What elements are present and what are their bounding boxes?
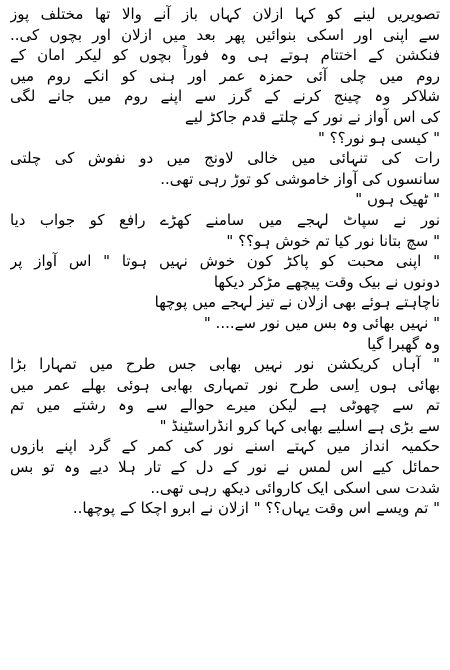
dialogue-line: " ٹھیک ہوں " [355, 190, 440, 209]
dialogue-line: " آہاں کریکشن نور نہیں بھابی جس طرح میں تمہارا بڑا [10, 355, 440, 374]
text-line: ناچاہتے ہوئے بھی ازلان نے تیز لہجے میں پوچھا [154, 293, 440, 312]
dialogue-line: " اپنی محبت کو پاکڑ کون خوش نہیں ہوتا " اس آواز پر [10, 252, 440, 271]
text-line: حکمیہ انداز میں کہتے اسنے نور کی کمر کے گرد اپنے بازوں [10, 437, 440, 456]
text-line: سانسوں کی آواز خاموشی کو توڑ رہی تھی.. [160, 169, 440, 188]
text-line: تم سے چھوٹی ہے لیکن میرے حوالے سے وہ رشتے میں تم [10, 396, 440, 415]
dialogue-line: " سچ بتانا نور کیا تم خوش ہو؟؟ " [226, 231, 440, 250]
text-line: تصویریں لینے کو کہا ازلان کہاں باز آنے والا تھا مختلف پوز [10, 5, 440, 23]
text-line: فنکشن کے اختتام ہوتے ہی وہ فوراً بچوں کو لیکر امان کے [10, 46, 440, 65]
text-line: دونوں نے بیک وقت پیچھے مڑکر دیکھا [213, 272, 440, 291]
text-line: شدت سی اسکی ایک کاروائی دیکھ رہی تھی.. [150, 478, 440, 497]
text-line: کی اس آواز نے نور کے چلتے قدم جاکڑ لیے [185, 107, 440, 126]
text-line: حمائل کیے اس لمس نے نور کے دل کے تار ہلا دیے وہ تو بس [10, 458, 440, 477]
dialogue-line: " نہیں بھائی وہ بس میں نور سے.... " [203, 313, 440, 332]
text-line: شلاکر وہ چینج کرنے کے گرز سے اپنے روم میں جانے لگی [10, 87, 440, 106]
text-line: روم میں چلی آئی حمزہ عمر اور ہنی کو انکے روم میں [10, 66, 440, 85]
text-line: نور نے سپاٹ لہجے میں سامنے کھڑے رافع کو جواب دیا [10, 210, 440, 229]
text-line: بھائی ہوں اِسی طرح نور تمہاری بھابی ہوئی بھلے عمر میں [10, 375, 440, 394]
text-line: وہ گھبرا گیا [367, 334, 440, 353]
dialogue-line: " کیسی ہو نور؟؟ " [317, 128, 440, 147]
text-line: سے اپنی اور اسکی بنوائیں پھر بعد میں ازلان اور بچوں کی.. [10, 25, 440, 44]
text-line: سے بڑی ہے اسلیے بھابی کہا کرو انڈراسٹینڈ " [159, 416, 440, 435]
dialogue-line: " تم ویسے اس وقت یہاں؟؟ " ازلان نے ابرو اچکا کے پوچھا.. [72, 499, 440, 518]
text-line: رات کی تنہائی میں خالی لاونج میں دو نفوش کی چلتی [10, 149, 440, 168]
